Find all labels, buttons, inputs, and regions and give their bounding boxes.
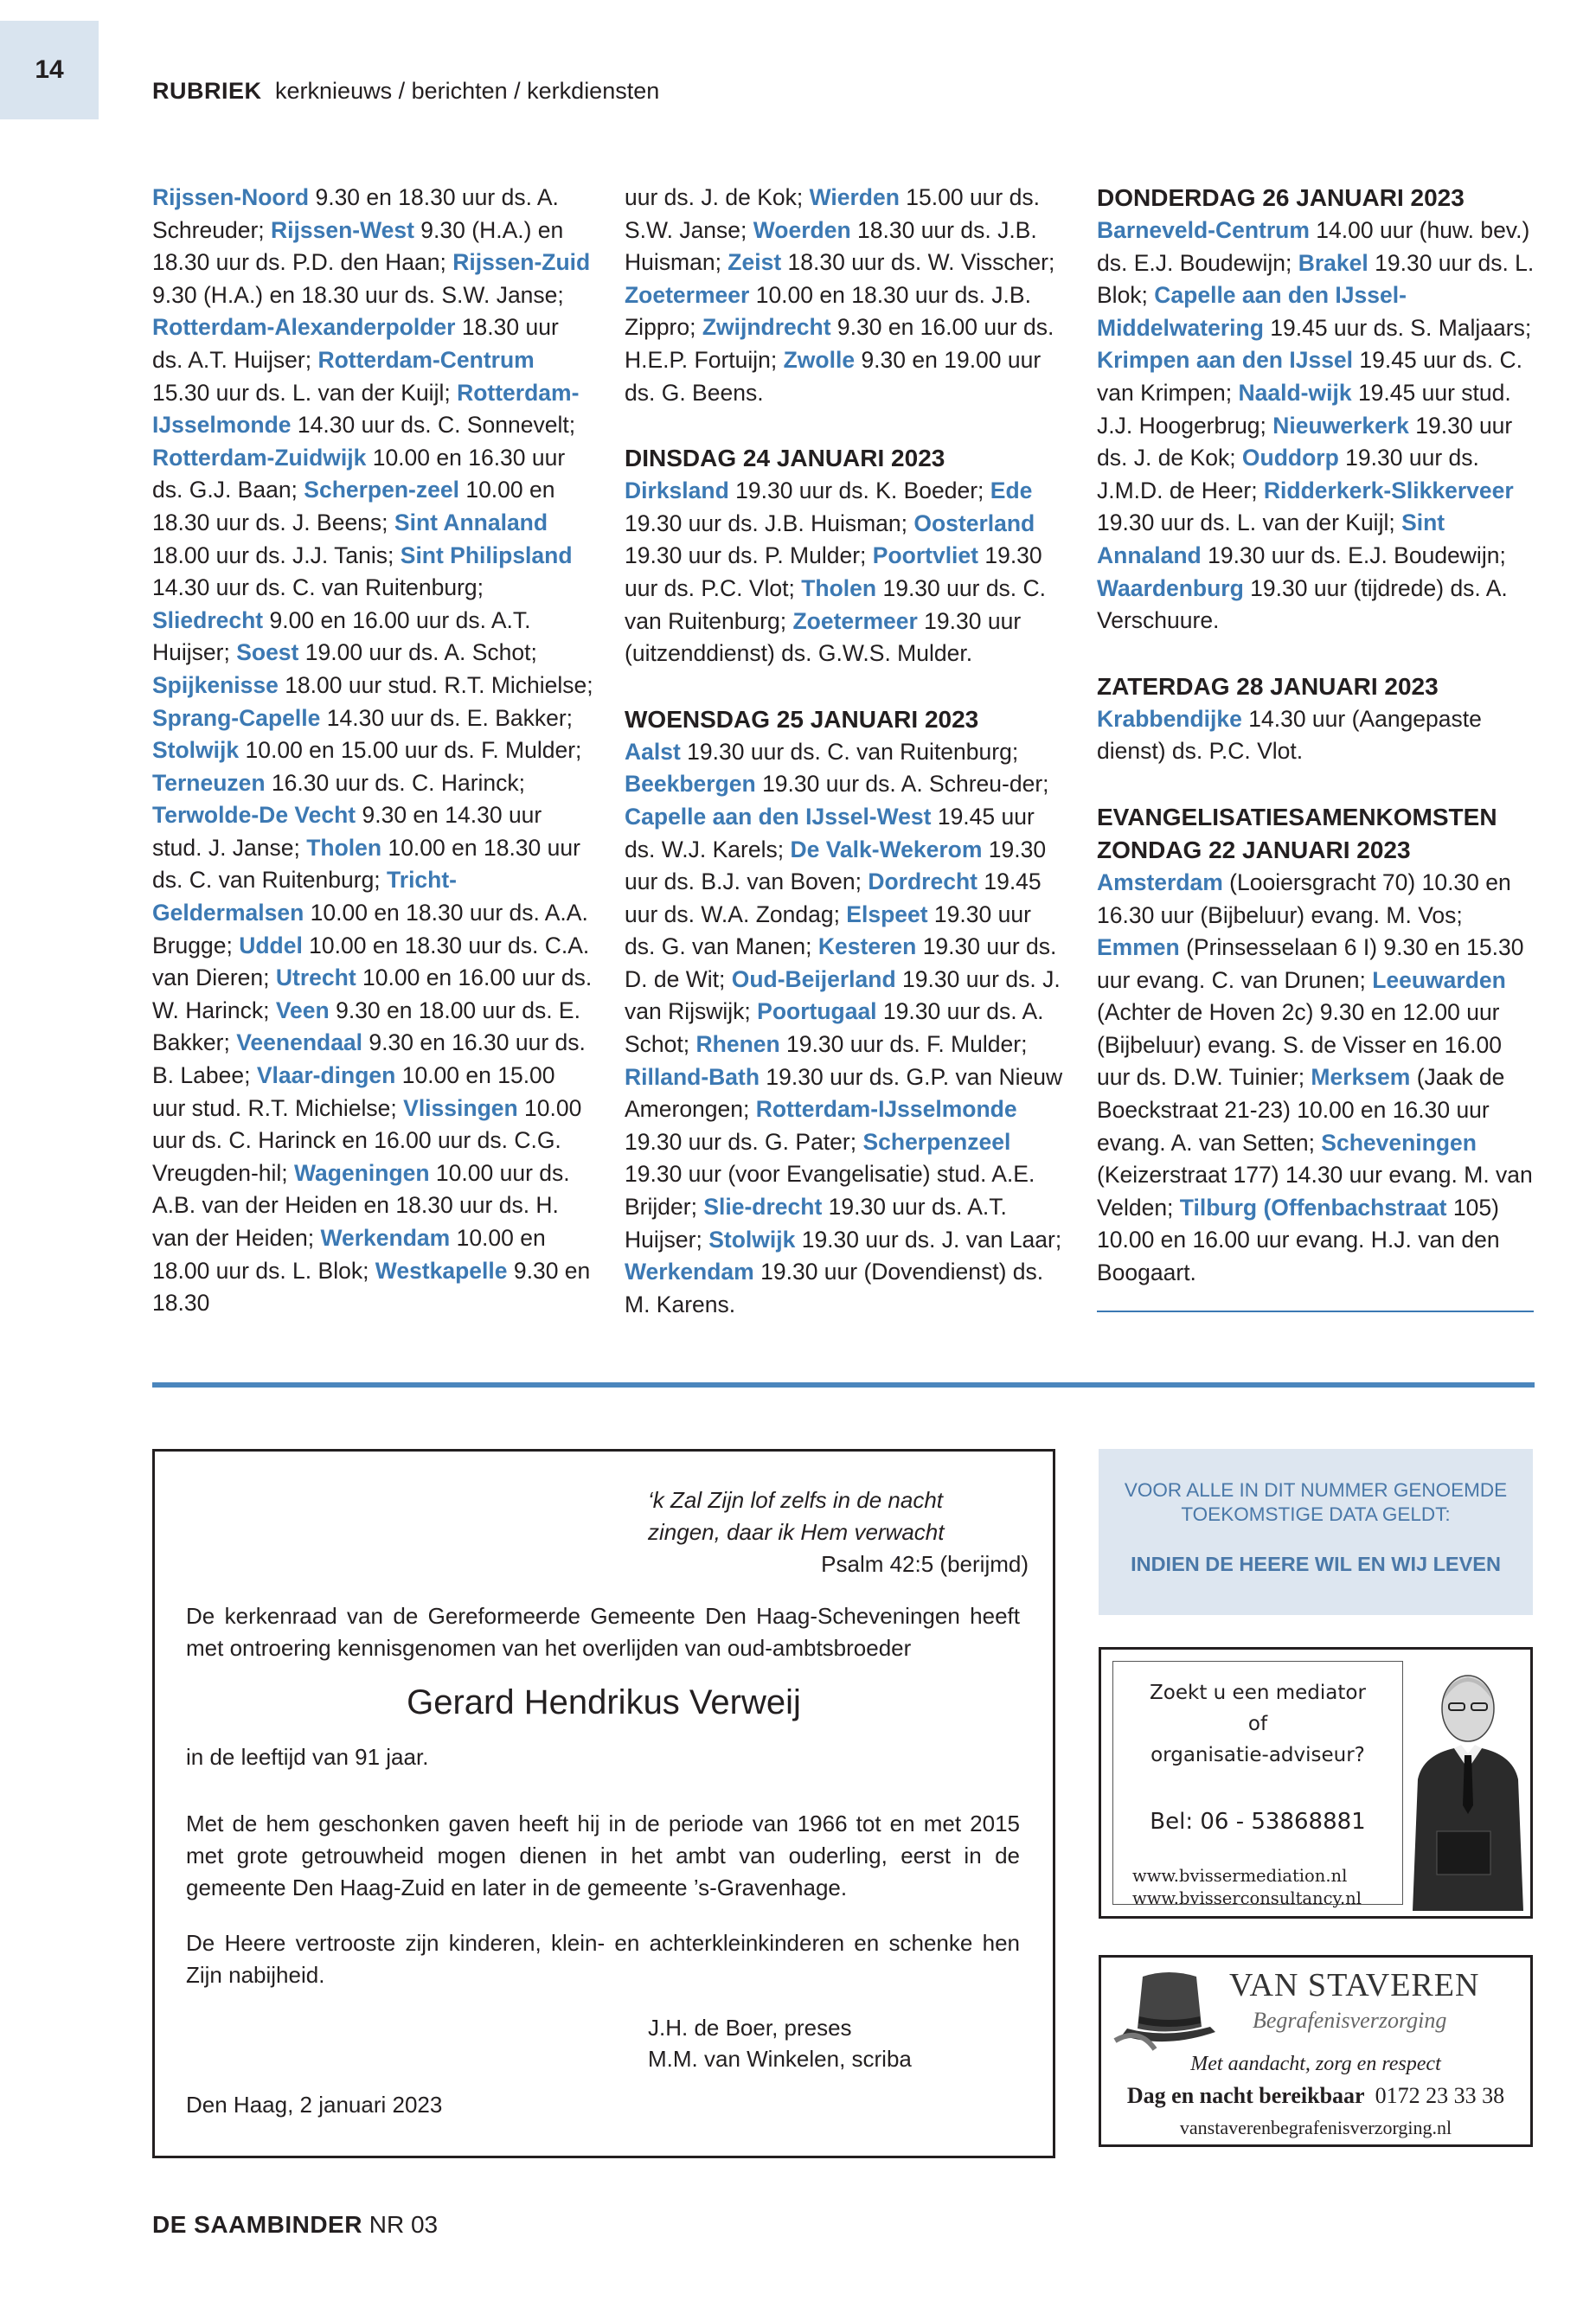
place-name: Veenendaal (236, 1029, 363, 1056)
quote-line: zingen, daar ik Hem verwacht (648, 1519, 945, 1545)
funeral-phone: 0172 23 33 38 (1375, 2083, 1505, 2108)
place-name: Emmen (1097, 934, 1180, 961)
place-name: Oosterland (913, 510, 1035, 536)
place-name: Barneveld-Centrum (1097, 217, 1310, 243)
service-details: 10.00 en 18.30 uur ds. A.A. Brugge; (152, 900, 588, 958)
service-details: (Achter de Hoven 2c) 9.30 en 12.00 uur (Bijbeluur) evang. S. de Visser en 16.00 uur ds. D.W. Tuinier; (1097, 999, 1502, 1091)
service-details: 19.30 uur ds. F. Mulder; (779, 1031, 1028, 1058)
funeral-subtitle: Begrafenisverzorging (1253, 2008, 1447, 2033)
day-heading: ZONDAG 22 JANUARI 2023 (1097, 836, 1411, 863)
place-name: Nieuwerkerk (1272, 412, 1409, 439)
place-name: Dordrecht (868, 868, 977, 895)
service-details: 105) 10.00 en 16.00 uur evang. H.J. van den Boogaart. (1097, 1194, 1500, 1286)
top-hat-icon (1113, 1966, 1226, 2051)
service-details: 19.30 uur ds. K. Boeder; (728, 478, 990, 504)
place-name: Wageningen (294, 1159, 430, 1186)
page-header (152, 78, 659, 105)
service-details: 19.00 uur ds. A. Schot; (298, 639, 537, 666)
place-name: Utrecht (275, 965, 356, 991)
service-details: 19.30 uur (voor Evangelisatie) stud. A.E. Brijder; (625, 1161, 1035, 1221)
service-details: 14.00 uur (huw. bev.) ds. E.J. Boudewijn; (1097, 217, 1530, 276)
services-list (625, 736, 1066, 1322)
day-heading: DINSDAG 24 JANUARI 2023 (625, 445, 945, 472)
place-name: Westkapelle (375, 1257, 508, 1284)
day-heading: WOENSDAG 25 JANUARI 2023 (625, 705, 979, 733)
place-name: Ridderkerk-Slikkerveer (1263, 477, 1514, 503)
service-details: 19.45 uur stud. J.J. Hoogerbrug; (1097, 379, 1511, 439)
service-details: 10.00 en 18.30 uur ds. J.B. Zippro; (625, 281, 1031, 341)
funeral-tagline: Met aandacht, zorg en respect (1190, 2053, 1441, 2075)
day-heading: ZATERDAG 28 JANUARI 2023 (1097, 672, 1439, 700)
mediator-ad (1099, 1647, 1533, 1919)
place-name: Terneuzen (152, 769, 266, 796)
service-details: 9.30 en 16.30 uur ds. B. Labee; (152, 1029, 586, 1089)
place-name: Naald-wijk (1238, 379, 1352, 406)
service-details: uur ds. J. de Kok; (625, 184, 810, 210)
service-details: 19.30 uur (Dovendienst) ds. M. Karens. (625, 1259, 1044, 1317)
service-details: 19.30 uur ds. E.J. Boudewijn; (1201, 542, 1506, 568)
service-details: 10.00 en 15.00 uur stud. R.T. Michielse; (152, 1062, 555, 1121)
funeral-contact (1101, 2083, 1530, 2109)
service-details: 19.30 uur ds. P. Mulder; (625, 542, 873, 569)
services-list (152, 182, 593, 1320)
section-label: RUBRIEK (152, 78, 262, 104)
place-name: Zoetermeer (625, 281, 750, 308)
place-name: Scheveningen (1321, 1129, 1477, 1156)
place-name: Krabbendijke (1097, 705, 1242, 732)
place-name: Sint Philipsland (400, 542, 573, 568)
service-details: 14.30 uur ds. E. Bakker; (320, 704, 574, 731)
ad-question-line: Zoekt u een mediator (1150, 1682, 1366, 1704)
day-heading: DONDERDAG 26 JANUARI 2023 (1097, 184, 1465, 211)
service-details: (Jaak de Boeckstraat 21-23) 10.00 en 16.30 uur evang. A. van Setten; (1097, 1064, 1505, 1156)
service-details: 10.00 en 16.30 uur ds. G.J. Baan; (152, 444, 566, 503)
place-name: Rijssen-Noord (152, 184, 310, 210)
quote-line: ‘k Zal Zijn lof zelfs in de nacht (648, 1487, 944, 1513)
place-name: Tholen (306, 834, 382, 861)
place-name: Rotterdam-Alexanderpolder (152, 314, 456, 341)
notice-text (1099, 1478, 1533, 1527)
column-3 (1097, 182, 1538, 1290)
page-number: 14 (0, 21, 99, 119)
service-details: 15.30 uur ds. L. van der Kuijl; (152, 379, 458, 406)
service-details: 9.30 en 16.00 uur ds. H.E.P. Fortuijn; (625, 314, 1054, 373)
signer: M.M. van Winkelen, scriba (648, 2046, 912, 2072)
place-name: Spijkenisse (152, 671, 279, 698)
service-details: 19.30 uur ds. J. van Laar; (795, 1226, 1062, 1253)
obituary-quote (648, 1484, 1029, 1580)
obituary-paragraph: De Heere vertrooste zijn kinderen, klein- en achterkleinkinderen en schenke hen Zijn nabijheid. (186, 1930, 1020, 1988)
subsection-label: kerknieuws / berichten / kerkdiensten (275, 78, 660, 104)
place-name: Rhenen (695, 1031, 780, 1058)
person-photo (1406, 1658, 1527, 1911)
service-details: 19.30 uur ds. A. Schreu-der; (755, 771, 1049, 798)
deceased-name: Gerard Hendrikus Verweij (407, 1683, 801, 1721)
service-details: 19.30 uur ds. G. Pater; (625, 1128, 863, 1155)
deceased-age: in de leeftijd van 91 jaar. (186, 1744, 429, 1770)
service-details: (Prinsesselaan 6 I) 9.30 en 15.30 uur evang. C. van Drunen; (1097, 934, 1524, 993)
service-details: 19.30 uur ds. A. Schot; (625, 998, 1044, 1058)
ad-question-line: of (1247, 1713, 1268, 1735)
service-details: 19.30 uur ds. G. van Manen; (625, 901, 1031, 960)
service-details: 19.30 uur ds. A.T. Huijser; (625, 1194, 1007, 1253)
place-name: Slie-drecht (703, 1194, 823, 1221)
service-details: 19.45 uur ds. W.A. Zondag; (625, 868, 1042, 927)
service-details: 19.30 uur ds. J.B. Huisman; (625, 510, 914, 536)
place-name: Kesteren (817, 933, 917, 960)
notice-line: TOEKOMSTIGE DATA GELDT: (1181, 1503, 1451, 1525)
service-details: 19.45 uur ds. W.J. Karels; (625, 803, 1035, 862)
service-details: 19.30 uur ds. D. de Wit; (625, 933, 1057, 992)
place-name: Capelle aan den IJssel-West (625, 803, 932, 830)
place-name: Amsterdam (1097, 868, 1223, 895)
service-details: 10.00 en 16.00 uur ds. W. Harinck; (152, 965, 593, 1023)
place-name: Waardenburg (1097, 574, 1244, 601)
service-details: 10.00 en 15.00 uur ds. F. Mulder; (239, 737, 582, 764)
place-name: Tholen (801, 574, 877, 601)
funeral-ad (1099, 1955, 1533, 2147)
place-name: Rijssen-West (271, 216, 414, 243)
service-details: 19.30 uur ds. C. van Ruitenburg; (680, 738, 1019, 765)
place-name: Woerden (753, 216, 851, 243)
service-details: 10.00 uur ds. C. Harinck en 16.00 uur ds. C.G. Vreugden-hil; (152, 1094, 582, 1186)
service-details: 19.30 uur ds. L. van der Kuijl; (1097, 510, 1402, 536)
column-1 (152, 182, 593, 1320)
place-name: Sint Annaland (394, 509, 548, 535)
service-details: 18.00 uur stud. R.T. Michielse; (278, 671, 593, 698)
place-name: Werkendam (320, 1225, 451, 1251)
service-details: 19.30 uur ds. C. van Ruitenburg; (625, 574, 1047, 634)
place-name: Ouddorp (1241, 445, 1339, 471)
service-details: 19.30 uur ds. J.M.D. de Heer; (1097, 445, 1479, 503)
service-details: 9.00 en 16.00 uur ds. A.T. Huijser; (152, 606, 531, 666)
place-name: Merksem (1311, 1064, 1411, 1091)
service-details: 18.30 uur ds. J.B. Huisman; (625, 216, 1037, 276)
ad-question-line: organisatie-adviseur? (1151, 1744, 1365, 1766)
obituary-date: Den Haag, 2 januari 2023 (186, 2092, 443, 2118)
notice-box (1099, 1449, 1533, 1615)
place-name: De Valk-Wekerom (790, 836, 983, 862)
notice-emphasis: INDIEN DE HEERE WIL EN WIJ LEVEN (1131, 1553, 1501, 1575)
footer-issue: NR 03 (369, 2211, 439, 2238)
place-name: Brakel (1298, 249, 1368, 276)
obituary-signatures (648, 2012, 912, 2074)
service-details: 19.45 uur ds. C. van Krimpen; (1097, 347, 1522, 406)
place-name: Rotterdam-IJsselmonde (152, 379, 580, 439)
place-name: Aalst (625, 738, 681, 765)
service-details: 19.30 uur (tijdrede) ds. A. Verschuure. (1097, 574, 1508, 634)
place-name: Oud-Beijerland (731, 965, 896, 992)
place-name: Rilland-Bath (625, 1063, 760, 1090)
service-details: (Keizerstraat 177) 14.30 uur evang. M. van Velden; (1097, 1162, 1533, 1221)
place-name: Leeuwarden (1372, 966, 1506, 993)
place-name: Capelle aan den IJssel-Middelwatering (1097, 282, 1407, 341)
place-name: Tricht-Geldermalsen (152, 867, 458, 926)
place-name: Elspeet (846, 901, 928, 927)
place-name: Terwolde-De Vecht (152, 802, 356, 829)
place-name: Beekbergen (625, 771, 756, 798)
place-name: Stolwijk (708, 1226, 796, 1253)
service-details: 10.00 en 18.30 uur ds. C.A. van Dieren; (152, 932, 590, 991)
service-details: (Looiersgracht 70) 10.30 en 16.30 uur (Bijbeluur) evang. M. Vos; (1097, 868, 1511, 928)
section-divider (152, 1382, 1535, 1388)
obituary-notice (152, 1449, 1055, 2158)
place-name: Dirksland (625, 478, 729, 504)
service-details: 9.30 en 18.00 uur ds. E. Bakker; (152, 997, 580, 1056)
quote-source: Psalm 42:5 (berijmd) (821, 1551, 1029, 1577)
service-details: 9.30 en 18.30 uur ds. A. Schreuder; (152, 184, 559, 243)
place-name: Vlissingen (403, 1094, 518, 1121)
notice-line: VOOR ALLE IN DIT NUMMER GENOEMDE (1124, 1479, 1508, 1501)
service-details: 9.30 en 14.30 uur stud. J. Janse; (152, 802, 542, 861)
place-name: Uddel (239, 932, 303, 958)
service-details: 10.00 en 18.00 uur ds. L. Blok; (152, 1225, 546, 1284)
ad-question (1113, 1677, 1402, 1771)
place-name: Ede (990, 478, 1033, 504)
place-name: Sprang-Capelle (152, 704, 321, 731)
service-details: 19.30 uur ds. B.J. van Boven; (625, 836, 1047, 895)
funeral-brand: VAN STAVEREN (1229, 1967, 1480, 2003)
service-details: 9.30 en 18.30 (152, 1257, 591, 1317)
service-details: 19.30 uur ds. G.P. van Nieuw Amerongen; (625, 1063, 1063, 1123)
service-details: 9.30 (H.A.) en 18.30 uur ds. P.D. den Haan; (152, 216, 564, 276)
service-details: 19.45 uur ds. S. Maljaars; (1263, 314, 1532, 341)
place-name: Zeist (727, 249, 782, 276)
service-details: 10.00 uur ds. A.B. van der Heiden en 18.30 uur ds. H. van der Heiden; (152, 1159, 570, 1251)
place-name: Poortvliet (872, 542, 978, 569)
obituary-intro: De kerkenraad van de Gereformeerde Gemeente Den Haag-Scheveningen heeft met ontroering kennisgenomen van het overlijden van oud-ambtsbroeder (186, 1603, 1020, 1661)
place-name: Rotterdam-IJsselmonde (755, 1096, 1017, 1123)
service-details: 14.30 uur ds. C. Sonnevelt; (291, 412, 576, 439)
ad-website[interactable]: www.bvissermediation.nl (1132, 1866, 1348, 1886)
column-2 (625, 182, 1066, 1321)
place-name: Tilburg (Offenbachstraat (1179, 1194, 1447, 1221)
place-name: Zwijndrecht (702, 314, 831, 341)
place-name: Veen (275, 997, 330, 1023)
service-details: 9.30 (H.A.) en 18.30 uur ds. S.W. Janse; (152, 281, 564, 308)
service-details: 15.00 uur ds. S.W. Janse; (625, 184, 1040, 243)
signer: J.H. de Boer, preses (648, 2015, 852, 2041)
place-name: Poortugaal (757, 998, 877, 1025)
place-name: Wierden (809, 184, 900, 210)
service-details: 19.30 uur ds. J. de Kok; (1097, 412, 1513, 471)
place-name: Sliedrecht (152, 606, 264, 633)
place-name: Zoetermeer (792, 607, 918, 634)
service-details: 16.30 uur ds. C. Harinck; (265, 769, 526, 796)
place-name: Rijssen-Zuid (452, 249, 591, 276)
place-name: Zwolle (783, 346, 856, 373)
service-details: 18.30 uur ds. W. Visscher; (781, 249, 1055, 276)
service-details: 10.00 en 18.30 uur ds. C. van Ruitenburg; (152, 834, 580, 894)
obituary-paragraph: Met de hem geschonken gaven heeft hij in de periode van 1966 tot en met 2015 met grote getrouwheid mogen dienen in het ambt van ouderling, eerst in de gemeente Den Haag-Zuid en later in de gemeente ’s-Gravenhage. (186, 1811, 1020, 1900)
service-details: 10.00 en 18.30 uur ds. J. Beens; (152, 477, 555, 535)
service-details: 9.30 en 19.00 uur ds. G. Beens. (625, 346, 1042, 406)
services-list (1097, 867, 1538, 1290)
service-details: 18.00 uur ds. J.J. Tanis; (152, 542, 401, 568)
services-list (625, 475, 1066, 670)
place-name: Stolwijk (152, 737, 240, 764)
place-name: Krimpen aan den IJssel (1097, 347, 1354, 374)
service-details: 19.30 uur ds. J. van Rijswijk; (625, 965, 1061, 1025)
place-name: Scherpen-zeel (304, 477, 459, 503)
ad-website[interactable]: www.bvisserconsultancy.nl (1132, 1888, 1362, 1908)
evangelisatie-heading: EVANGELISATIESAMENKOMSTEN (1097, 803, 1497, 830)
column-end-rule (1097, 1311, 1534, 1312)
funeral-availability: Dag en nacht bereikbaar (1126, 2083, 1365, 2108)
place-name: Rotterdam-Zuidwijk (152, 444, 367, 471)
service-details: 19.30 uur ds. P.C. Vlot; (625, 542, 1042, 601)
service-details: 14.30 uur ds. C. van Ruitenburg; (152, 574, 484, 601)
services-list (1097, 215, 1538, 638)
ad-phone: Bel: 06 - 53868881 (1150, 1809, 1366, 1835)
services-list (1097, 703, 1538, 768)
service-details: 19.30 uur ds. L. Blok; (1097, 249, 1535, 309)
service-details: 19.30 uur (uitzenddienst) ds. G.W.S. Mulder. (625, 607, 1022, 667)
page-footer (152, 2211, 438, 2239)
ad-text-frame (1112, 1661, 1403, 1908)
place-name: Rotterdam-Centrum (317, 346, 535, 373)
place-name: Werkendam (625, 1259, 754, 1285)
place-name: Sint Annaland (1097, 510, 1445, 568)
place-name: Vlaar-dingen (256, 1062, 396, 1089)
funeral-website[interactable]: vanstaverenbegrafenisverzorging.nl (1179, 2117, 1452, 2138)
services-list (625, 182, 1066, 409)
footer-brand: DE SAAMBINDER (152, 2211, 362, 2238)
service-details: 14.30 uur (Aangepaste dienst) ds. P.C. Vlot. (1097, 705, 1482, 765)
place-name: Soest (236, 639, 299, 666)
place-name: Scherpenzeel (862, 1128, 1011, 1155)
service-details: 18.30 uur ds. A.T. Huijser; (152, 314, 559, 373)
